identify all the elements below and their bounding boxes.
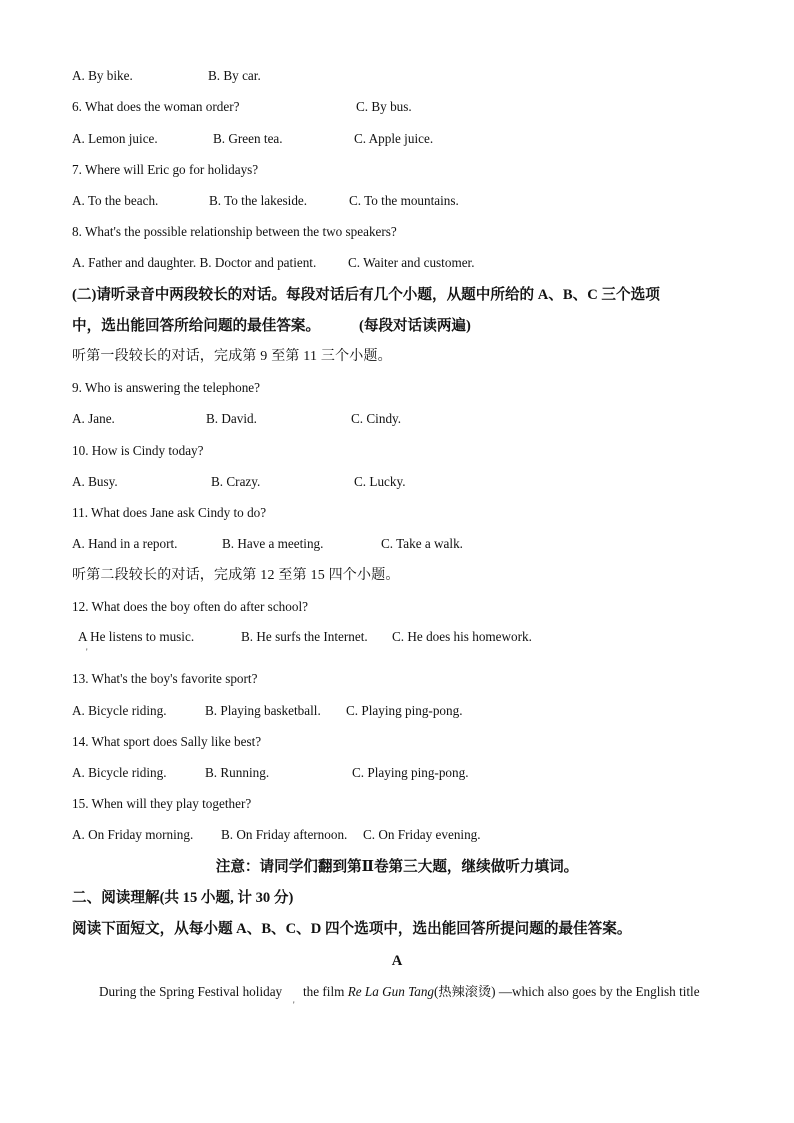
q9-option-c: C. Cindy. <box>351 411 402 426</box>
q6-option-a: A. Lemon juice. <box>72 131 158 146</box>
q8-option-ab: A. Father and daughter. B. Doctor and patient. <box>72 255 317 270</box>
q10-option-b: B. Crazy. <box>211 474 261 489</box>
q5-option-b: B. By car. <box>208 68 261 83</box>
q6-option-c: C. Apple juice. <box>354 131 434 146</box>
q10-option-a: A. Busy. <box>72 474 118 489</box>
notice: 注意：请同学们翻到第Ⅱ卷第三大题，继续做听力填词。 <box>215 859 579 875</box>
q9-question: 9. Who is answering the telephone? <box>72 380 260 395</box>
dialogue2-intro: 听第二段较长的对话，完成第 12 至第 15 四个小题。 <box>72 568 400 583</box>
q11-option-a: A. Hand in a report. <box>72 536 178 551</box>
q13-option-c: C. Playing ping-pong. <box>346 703 463 718</box>
q6-question: 6. What does the woman order? <box>72 99 240 114</box>
q13-option-b: B. Playing basketball. <box>205 703 321 718</box>
q5-option-a: A. By bike. <box>72 68 133 83</box>
stray-mark-2: ' <box>293 1000 295 1010</box>
q9-option-b: B. David. <box>206 411 257 426</box>
q14-option-a: A. Bicycle riding. <box>72 765 167 780</box>
stray-mark: ' <box>86 647 88 657</box>
q14-option-b: B. Running. <box>205 765 270 780</box>
dialogue1-intro: 听第一段较长的对话，完成第 9 至第 11 三个小题。 <box>72 349 392 364</box>
q8-option-c: C. Waiter and customer. <box>348 255 475 270</box>
section2-instructions-main: 中，选出能回答所给问题的最佳答案。 <box>72 318 321 334</box>
passage-label: A <box>391 953 403 969</box>
q11-option-c: C. Take a walk. <box>381 536 463 551</box>
section2-reading-note: (每段对话读两遍) <box>359 318 471 334</box>
q7-question: 7. Where will Eric go for holidays? <box>72 162 259 177</box>
passage-text-part1: During the Spring Festival holiday <box>99 984 283 999</box>
section2-instructions-line1: (二)请听录音中两段较长的对话。每段对话后有几个小题，从题中所给的 A、B、C 三个选项 <box>72 287 660 303</box>
passage-text-part3: (热辣滚烫) —which also goes by the English title <box>434 984 700 999</box>
q15-option-c: C. On Friday evening. <box>363 827 481 842</box>
q10-option-c: C. Lucky. <box>354 474 406 489</box>
reading-heading: 二、阅读理解(共 15 小题, 计 30 分) <box>72 890 294 906</box>
q7-option-c: C. To the mountains. <box>349 193 459 208</box>
passage-film-prefix: the film <box>303 984 348 999</box>
q12-question: 12. What does the boy often do after school? <box>72 599 308 614</box>
q11-option-b: B. Have a meeting. <box>222 536 324 551</box>
q12-option-b: B. He surfs the Internet. <box>241 629 368 644</box>
q7-option-b: B. To the lakeside. <box>209 193 308 208</box>
q11-question: 11. What does Jane ask Cindy to do? <box>72 505 267 520</box>
q13-question: 13. What's the boy's favorite sport? <box>72 671 258 686</box>
q15-question: 15. When will they play together? <box>72 796 252 811</box>
q12-option-a: A He listens to music. <box>78 629 195 644</box>
q9-option-a: A. Jane. <box>72 411 115 426</box>
q12-option-c: C. He does his homework. <box>392 629 532 644</box>
reading-instructions: 阅读下面短文，从每小题 A、B、C、D 四个选项中，选出能回答所提问题的最佳答案。 <box>72 921 632 937</box>
q14-option-c: C. Playing ping-pong. <box>352 765 469 780</box>
q15-option-b: B. On Friday afternoon. <box>221 827 348 842</box>
q10-question: 10. How is Cindy today? <box>72 443 204 458</box>
q13-option-a: A. Bicycle riding. <box>72 703 167 718</box>
q8-question: 8. What's the possible relationship between the two speakers? <box>72 224 397 239</box>
q7-option-a: A. To the beach. <box>72 193 159 208</box>
q14-question: 14. What sport does Sally like best? <box>72 734 262 749</box>
q5-option-c: C. By bus. <box>356 99 412 114</box>
passage-film-title: Re La Gun Tang <box>347 984 435 999</box>
passage-text-part2 <box>303 983 700 1001</box>
q15-option-a: A. On Friday morning. <box>72 827 194 842</box>
q6-option-b: B. Green tea. <box>213 131 283 146</box>
